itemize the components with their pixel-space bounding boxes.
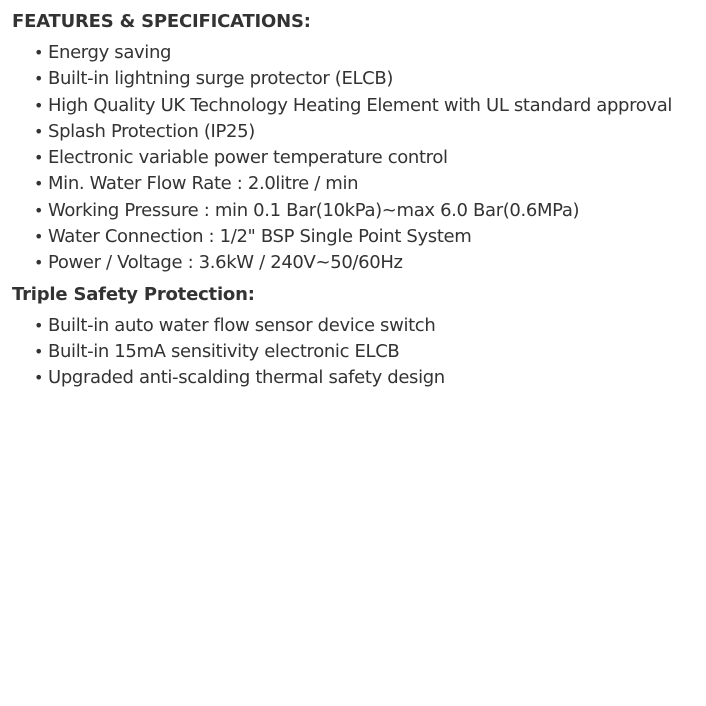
bullet-icon: • bbox=[34, 368, 44, 388]
bullet-icon: • bbox=[34, 200, 44, 220]
feature-text: Splash Protection (IP25) bbox=[48, 120, 255, 142]
list-item bbox=[12, 365, 702, 391]
features-list bbox=[12, 40, 702, 277]
list-item bbox=[12, 40, 702, 66]
specs-content bbox=[12, 10, 702, 398]
list-item bbox=[12, 198, 702, 224]
list-item bbox=[12, 93, 702, 119]
feature-text: High Quality UK Technology Heating Element with UL standard approval bbox=[48, 94, 673, 116]
bullet-icon: • bbox=[34, 148, 44, 168]
feature-text: Energy saving bbox=[48, 42, 172, 63]
bullet-icon: • bbox=[34, 253, 44, 273]
list-item bbox=[12, 66, 702, 92]
list-item bbox=[12, 119, 702, 145]
feature-text: Min. Water Flow Rate : 2.0litre / min bbox=[48, 173, 359, 195]
list-item bbox=[12, 339, 702, 365]
bullet-icon: • bbox=[34, 43, 44, 62]
safety-list bbox=[12, 313, 702, 392]
list-item bbox=[12, 224, 702, 250]
features-heading: FEATURES & SPECIFICATIONS: bbox=[12, 11, 311, 32]
list-item bbox=[12, 171, 702, 197]
bullet-icon: • bbox=[34, 341, 44, 361]
feature-text: Electronic variable power temperature control bbox=[48, 147, 448, 169]
safety-text: Built-in 15mA sensitivity electronic ELCB bbox=[48, 340, 400, 362]
feature-text: Water Connection : 1/2" BSP Single Point System bbox=[48, 226, 472, 248]
list-item bbox=[12, 250, 702, 276]
safety-text: Upgraded anti-scalding thermal safety design bbox=[48, 367, 445, 389]
safety-text: Built-in auto water flow sensor device switch bbox=[48, 314, 436, 336]
bullet-icon: • bbox=[34, 69, 44, 89]
bullet-icon: • bbox=[34, 121, 44, 141]
bullet-icon: • bbox=[34, 227, 44, 247]
bullet-icon: • bbox=[34, 95, 44, 115]
list-item bbox=[12, 145, 702, 171]
safety-heading: Triple Safety Protection: bbox=[12, 283, 255, 305]
bullet-icon: • bbox=[34, 315, 44, 335]
list-item bbox=[12, 313, 702, 339]
feature-text: Working Pressure : min 0.1 Bar(10kPa)~max 6.0 Bar(0.6MPa) bbox=[48, 199, 580, 221]
feature-text: Power / Voltage : 3.6kW / 240V~50/60Hz bbox=[48, 252, 403, 274]
bullet-icon: • bbox=[34, 174, 44, 194]
feature-text: Built-in lightning surge protector (ELCB) bbox=[48, 68, 394, 90]
